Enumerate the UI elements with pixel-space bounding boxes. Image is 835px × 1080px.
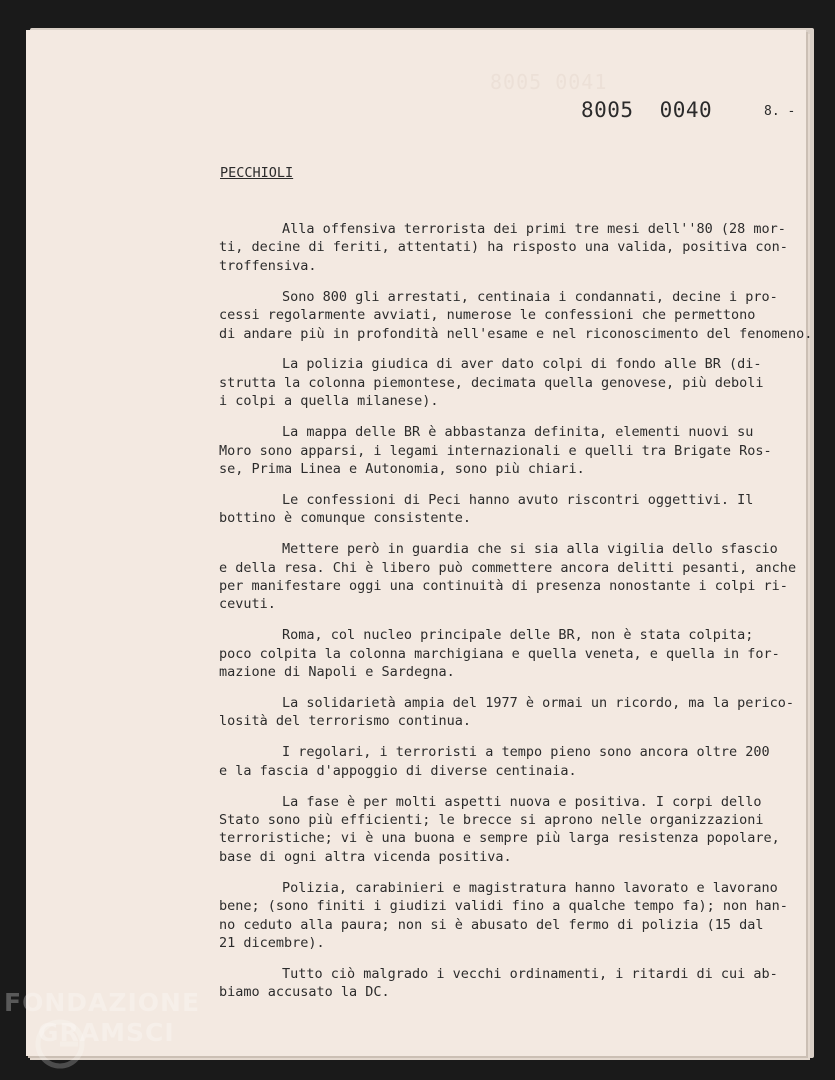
text-line: strutta la colonna piemontese, decimata quella genovese, più deboli xyxy=(219,374,764,391)
paragraph xyxy=(219,879,799,953)
paragraph xyxy=(219,965,799,1002)
paragraph xyxy=(219,694,799,731)
text-line: e la fascia d'appoggio di diverse centinaia. xyxy=(219,762,577,779)
text-line: base di ogni altra vicenda positiva. xyxy=(219,848,512,865)
text-line: Tutto ciò malgrado i vecchi ordinamenti, i ritardi di cui ab- xyxy=(282,965,778,982)
paragraph xyxy=(219,540,799,614)
watermark-line-1: FONDAZIONE xyxy=(4,988,201,1017)
paragraph xyxy=(219,743,799,780)
text-line: se, Prima Linea e Autonomia, sono più chiari. xyxy=(219,460,585,477)
paragraph xyxy=(219,288,813,343)
text-line: losità del terrorismo continua. xyxy=(219,713,471,730)
text-line: ti, decine di feriti, attentati) ha risposto una valida, positiva con- xyxy=(219,239,788,256)
text-line: La mappa delle BR è abbastanza definita, elementi nuovi su xyxy=(282,424,754,441)
text-line: biamo accusato la DC. xyxy=(219,984,390,1001)
page-sequence: 8. - xyxy=(764,104,796,119)
text-line: i colpi a quella milanese). xyxy=(219,393,439,410)
text-line: bottino è comunque consistente. xyxy=(219,510,471,527)
text-line: di andare più in profondità nell'esame e nel riconoscimento del fenomeno. xyxy=(219,325,813,342)
text-line: I regolari, i terroristi a tempo pieno sono ancora oltre 200 xyxy=(282,744,770,761)
text-line: Moro sono apparsi, i legami internazionali e quelli tra Brigate Ros- xyxy=(219,442,772,459)
paragraph xyxy=(219,626,799,681)
watermark xyxy=(4,988,200,1048)
paragraph xyxy=(219,491,799,528)
archive-number-page: 0040 xyxy=(659,98,713,122)
text-line: La solidarietà ampia del 1977 è ormai un ricordo, ma la perico- xyxy=(282,695,795,712)
text-line: Roma, col nucleo principale delle BR, non è stata colpita; xyxy=(282,627,754,644)
archive-number-series: 8005 xyxy=(581,98,634,122)
watermark-line-2: GRAMSCI xyxy=(38,1018,175,1047)
text-line: no ceduto alla paura; non si è abusato del fermo di polizia (15 dal xyxy=(219,916,764,933)
text-line: terroristiche; vi è una buona e sempre più larga resistenza popolare, xyxy=(219,830,780,847)
document-heading: PECCHIOLI xyxy=(220,165,294,181)
text-line: Polizia, carabinieri e magistratura hanno lavorato e lavorano xyxy=(282,879,778,896)
archive-number xyxy=(581,98,712,122)
paragraph xyxy=(219,355,799,410)
text-line: 21 dicembre). xyxy=(219,935,325,951)
text-line: Mettere però in guardia che si sia alla vigilia dello sfascio xyxy=(282,541,778,558)
text-line: cessi regolarmente avviati, numerose le confessioni che permettono xyxy=(219,307,756,324)
text-line: mazione di Napoli e Sardegna. xyxy=(219,664,455,681)
text-line: e della resa. Chi è libero può commettere ancora delitti pesanti, anche xyxy=(219,559,797,576)
text-line: Sono 800 gli arrestati, centinaia i condannati, decine i pro- xyxy=(282,288,778,305)
text-line: Alla offensiva terrorista dei primi tre mesi dell''80 (28 mor- xyxy=(282,221,786,237)
text-line: troffensiva. xyxy=(219,257,317,274)
paragraph xyxy=(219,793,799,867)
text-line: Stato sono più efficienti; le brecce si aprono nelle organizzazioni xyxy=(219,812,764,829)
show-through-number: 8005 0041 xyxy=(490,70,608,94)
text-line: La polizia giudica di aver dato colpi di fondo alle BR (di- xyxy=(282,356,762,373)
document-body xyxy=(219,220,813,1014)
paragraph xyxy=(219,220,799,275)
text-line: per manifestare oggi una continuità di presenza nonostante i colpi ri- xyxy=(219,578,788,594)
text-line: poco colpita la colonna marchigiana e quella veneta, e quella in for- xyxy=(219,645,780,662)
text-line: cevuti. xyxy=(219,596,276,613)
text-line: bene; (sono finiti i giudizi validi fino a qualche tempo fa); non han- xyxy=(219,898,788,915)
text-line: La fase è per molti aspetti nuova e positiva. I corpi dello xyxy=(282,793,762,810)
text-line: Le confessioni di Peci hanno avuto riscontri oggettivi. Il xyxy=(282,491,754,508)
paragraph xyxy=(219,423,799,478)
